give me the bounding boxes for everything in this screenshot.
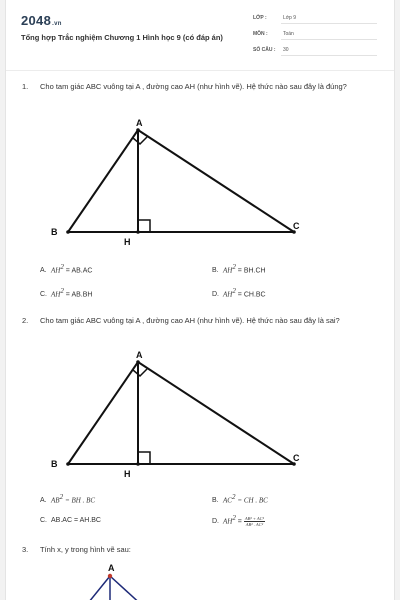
document-header: 2048.vn Tổng hợp Trắc nghiệm Chương 1 Hình học 9 (có đáp án) LỚP : Lớp 9 MÔN : Toán SỐ CÂU : 30 [6, 0, 395, 70]
answer-option-c[interactable]: C. $AH^2 = AB.BH$ [40, 287, 93, 299]
answer-option-b[interactable]: B. $AC^2$ = CH . BC [212, 493, 268, 505]
fraction: $\frac{\text{AB² + AC²}}{\text{AB² . AC²}}$ [244, 515, 264, 527]
vertex-label-b: B [51, 227, 58, 237]
answer-option-d[interactable]: D. $AH^2 = CH.BC$ [212, 287, 266, 299]
question-number: 2. [22, 316, 29, 325]
answer-option-a[interactable]: A. $AB^2$ = BH . BC [40, 493, 96, 505]
page-title: Tổng hợp Trắc nghiệm Chương 1 Hình học 9 (có đáp án) [21, 33, 223, 42]
answer-option-b[interactable]: B. $AH^2 = BH.CH$ [212, 263, 266, 275]
triangle-figure-3 [6, 558, 395, 600]
vertex-label-c: C [293, 221, 300, 231]
vertex-label-b: B [51, 459, 58, 469]
vertex-label-h: H [124, 237, 131, 247]
vertex-label-a: A [136, 350, 143, 360]
vertex-label-h: H [124, 469, 131, 479]
triangle-figure-2 [6, 344, 395, 484]
vertex-label-c: C [293, 453, 300, 463]
answer-option-a[interactable]: A. $AH^2 = AB.AC$ [40, 263, 93, 275]
header-divider [6, 70, 395, 71]
vertex-label-a: A [108, 563, 115, 573]
document-page [5, 0, 395, 600]
answer-option-c[interactable]: C. AB.AC = AH.BC [40, 517, 101, 524]
question-number: 3. [22, 545, 29, 554]
question-text: Tính x, y trong hình vẽ sau: [40, 545, 131, 554]
site-logo[interactable]: 2048.vn [21, 13, 62, 28]
triangle-figure-1 [6, 112, 395, 252]
vertex-label-a: A [136, 118, 143, 128]
question-number: 1. [22, 82, 29, 91]
question-text: Cho tam giác ABC vuông tại A , đường cao AH (như hình vẽ). Hệ thức nào sau đây là đúng? [40, 82, 347, 91]
answer-option-d[interactable]: D. $AH^2$ = $\frac{\text{AB² + AC²}}{\text{AB² . AC²}}$ [212, 514, 264, 527]
question-text: Cho tam giác ABC vuông tại A , đường cao AH (như hình vẽ). Hệ thức nào sau đây là sai? [40, 316, 340, 325]
